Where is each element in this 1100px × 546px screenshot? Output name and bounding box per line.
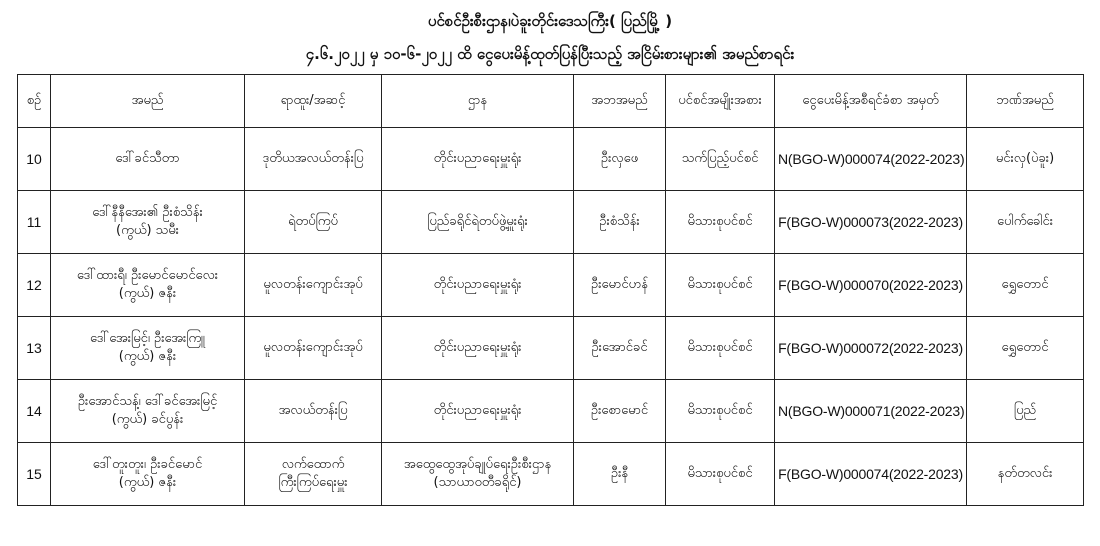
cell-serial: 15 bbox=[18, 443, 51, 506]
cell-rank bbox=[245, 443, 382, 506]
cell-department bbox=[382, 317, 574, 380]
cell-department bbox=[382, 380, 574, 443]
table-body bbox=[18, 128, 1084, 506]
cell-department bbox=[382, 128, 574, 191]
column-header-bank: ဘဏ်အမည် bbox=[967, 75, 1084, 128]
rank-line: ရဲတပ်ကြပ် bbox=[288, 214, 338, 229]
rank-line: လက်ထောက် bbox=[281, 457, 345, 472]
cell-bank: ရွှေတောင် bbox=[967, 317, 1084, 380]
cell-bank: နတ်တလင်း bbox=[967, 443, 1084, 506]
cell-pension-type: မိသားစုပင်စင် bbox=[666, 191, 775, 254]
cell-order-no: N(BGO-W)000074(2022-2023) bbox=[775, 128, 967, 191]
name-line: (ကွယ်) သမီး bbox=[116, 223, 179, 238]
department-line: တိုင်းပညာရေးမှူးရုံး bbox=[433, 340, 522, 355]
table-row bbox=[18, 317, 1084, 380]
department-line: တိုင်းပညာရေးမှူးရုံး bbox=[433, 151, 522, 166]
department-line: အထွေထွေအုပ်ချုပ်ရေးဦးစီးဌာန bbox=[403, 457, 552, 472]
cell-rank bbox=[245, 254, 382, 317]
cell-rank bbox=[245, 128, 382, 191]
cell-name bbox=[51, 254, 245, 317]
cell-name bbox=[51, 380, 245, 443]
cell-father: ဦးနီ bbox=[574, 443, 666, 506]
name-line: ဒေါ်ထားရီ၊ ဦးမောင်မောင်လေး bbox=[76, 268, 219, 283]
cell-pension-type: သက်ပြည့်ပင်စင် bbox=[666, 128, 775, 191]
table-row bbox=[18, 254, 1084, 317]
cell-department bbox=[382, 254, 574, 317]
rank-line: အလယ်တန်းပြ bbox=[278, 403, 348, 418]
cell-name bbox=[51, 443, 245, 506]
rank-line: မူလတန်းကျောင်းအုပ် bbox=[263, 277, 363, 292]
cell-name bbox=[51, 317, 245, 380]
cell-serial: 10 bbox=[18, 128, 51, 191]
cell-father: ဦးအောင်ခင် bbox=[574, 317, 666, 380]
cell-serial: 13 bbox=[18, 317, 51, 380]
cell-order-no: F(BGO-W)000073(2022-2023) bbox=[775, 191, 967, 254]
rank-line: ကြီးကြပ်ရေးမှူး bbox=[278, 475, 348, 490]
table-header bbox=[18, 75, 1084, 128]
cell-rank bbox=[245, 191, 382, 254]
cell-father: ဦးစောမောင် bbox=[574, 380, 666, 443]
column-header-department: ဌာန bbox=[382, 75, 574, 128]
cell-father: ဦးမောင်ဟန် bbox=[574, 254, 666, 317]
rank-line: မူလတန်းကျောင်းအုပ် bbox=[263, 340, 363, 355]
table-row bbox=[18, 128, 1084, 191]
cell-pension-type: မိသားစုပင်စင် bbox=[666, 443, 775, 506]
cell-bank: မင်းလှ(ပဲခူး) bbox=[967, 128, 1084, 191]
name-line: (ကွယ်) ဇနီး bbox=[118, 286, 177, 301]
cell-pension-type: မိသားစုပင်စင် bbox=[666, 317, 775, 380]
name-line: ဒေါ်အေးမြင့်၊ ဦးအေးကြူ bbox=[90, 331, 205, 346]
pensioner-table bbox=[17, 74, 1084, 506]
cell-name bbox=[51, 128, 245, 191]
cell-pension-type: မိသားစုပင်စင် bbox=[666, 380, 775, 443]
cell-pension-type: မိသားစုပင်စင် bbox=[666, 254, 775, 317]
cell-order-no: F(BGO-W)000072(2022-2023) bbox=[775, 317, 967, 380]
cell-bank: ပေါက်ခေါင်း bbox=[967, 191, 1084, 254]
name-line: (ကွယ်) ခင်ပွန်း bbox=[111, 412, 184, 427]
cell-father: ဦးလှဖေ bbox=[574, 128, 666, 191]
column-header-pension-type: ပင်စင်အမျိုးအစား bbox=[666, 75, 775, 128]
department-line: တိုင်းပညာရေးမှူးရုံး bbox=[433, 277, 522, 292]
table-row bbox=[18, 443, 1084, 506]
document-title: ပင်စင်ဦးစီးဌာန၊ပဲခူးတိုင်းဒေသကြီး( ပြည်မြို့ ) bbox=[427, 12, 673, 30]
cell-rank bbox=[245, 317, 382, 380]
cell-father: ဦးစံသိန်း bbox=[574, 191, 666, 254]
column-header-rank: ရာထူး/အဆင့် bbox=[245, 75, 382, 128]
name-line: ဒေါ်ခင်သီတာ bbox=[115, 151, 180, 166]
cell-name bbox=[51, 191, 245, 254]
department-line: တိုင်းပညာရေးမှူးရုံး bbox=[433, 403, 522, 418]
cell-bank: ပြည် bbox=[967, 380, 1084, 443]
cell-order-no: N(BGO-W)000071(2022-2023) bbox=[775, 380, 967, 443]
rank-line: ဒုတိယအလယ်တန်းပြ bbox=[262, 151, 364, 166]
column-header-father: အဘအမည် bbox=[574, 75, 666, 128]
cell-serial: 12 bbox=[18, 254, 51, 317]
cell-order-no: F(BGO-W)000074(2022-2023) bbox=[775, 443, 967, 506]
column-header-order-no: ငွေပေးမိန့်အစီရင်ခံစာ အမှတ် bbox=[775, 75, 967, 128]
name-line: ဦးအောင်သန့်၊ ဒေါ်ခင်အေးမြင့် bbox=[77, 394, 218, 409]
name-line: (ကွယ်) ဇနီး bbox=[118, 349, 177, 364]
name-line: ဒေါ်တူးတူး၊ ဦးခင်မောင် bbox=[92, 457, 203, 472]
cell-department bbox=[382, 191, 574, 254]
cell-serial: 14 bbox=[18, 380, 51, 443]
cell-rank bbox=[245, 380, 382, 443]
table-row bbox=[18, 380, 1084, 443]
name-line: (ကွယ်) ဇနီး bbox=[118, 475, 177, 490]
cell-order-no: F(BGO-W)000070(2022-2023) bbox=[775, 254, 967, 317]
column-header-name: အမည် bbox=[51, 75, 245, 128]
cell-serial: 11 bbox=[18, 191, 51, 254]
header-row bbox=[18, 75, 1084, 128]
document-subtitle: ၄.၆.၂၀၂၂ မှ ၁၀-၆-၂၀၂၂ ထိ ငွေပေးမိန့်ထုတ်ပြန်ပြီးသည့် အငြိမ်းစားများ၏ အမည်စာရင်း bbox=[305, 45, 795, 63]
table-row bbox=[18, 191, 1084, 254]
column-header-serial: စဉ် bbox=[18, 75, 51, 128]
cell-bank: ရွှေတောင် bbox=[967, 254, 1084, 317]
name-line: ဒေါ်နီနီအေး၏ ဦးစံသိန်း bbox=[92, 205, 203, 220]
department-line: ပြည်ခရိုင်ရဲတပ်ဖွဲ့မှူးရုံး bbox=[427, 214, 528, 229]
cell-department bbox=[382, 443, 574, 506]
department-line: (သာယာဝတီခရိုင်) bbox=[433, 475, 522, 490]
